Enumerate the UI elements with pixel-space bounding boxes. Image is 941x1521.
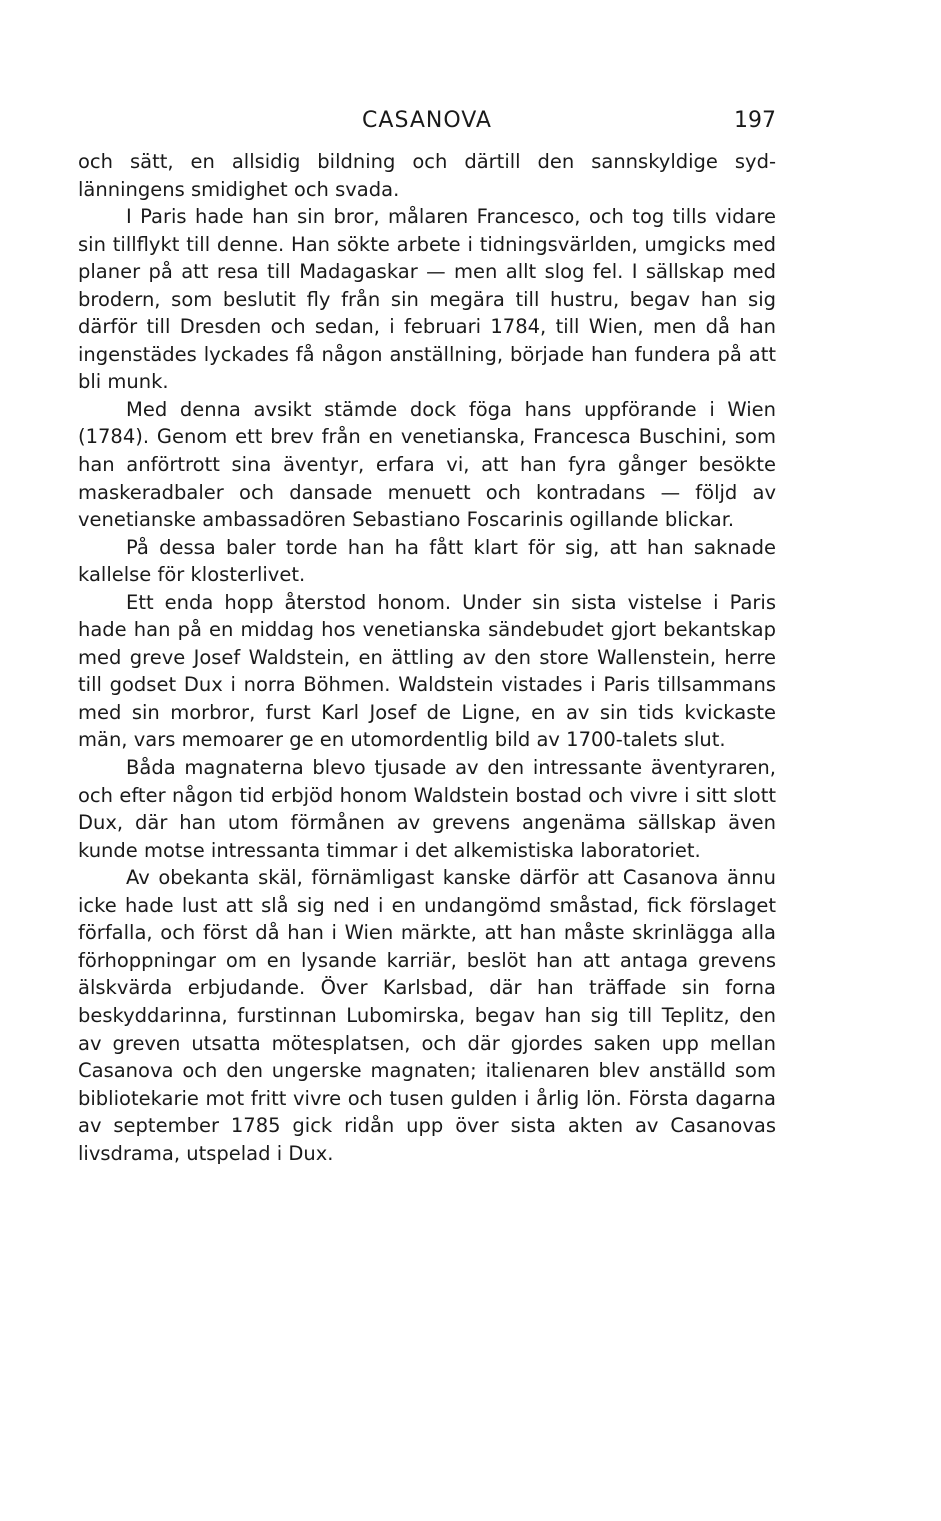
running-title: CASANOVA xyxy=(362,108,492,133)
paragraph: Av obekanta skäl, förnämligast kanske därför att Casanova ännu icke hade lust att slå sig ned i en undangömd småstad, fick förslaget förfalla, och först då han i Wien märkte, att han måste skrinlägga alla förhoppningar om en lysande karriär, beslöt han att antaga grevens älskvärda erbjudande. Över Karlsbad, där han träffade sin forna beskyddarinna, furstinnan Lubomirska, begav han sig till Teplitz, den av greven utsatta mötesplatsen, och där gjordes saken upp mellan Casanova och den ungerske magnaten; italienaren blev anställd som bibliotekarie mot fritt vivre och tusen gulden i årlig lön. Första dagarna av september 1785 gick ridån upp över sista akten av Casanovas livsdrama, utspelad i Dux. xyxy=(78,866,776,1165)
paragraph: Ett enda hopp återstod honom. Under sin sista vistelse i Paris hade han på en middag hos venetianska sändebudet gjort bekantskap med greve Josef Waldstein, en ättling av den store Wallenstein, herre till godset Dux i norra Böhmen. Waldstein vistades i Paris tillsammans med sin morbror, furst Karl Josef de Ligne, en av sin tids kvickaste män, vars memoarer ge en utomordentlig bild av 1700-talets slut. xyxy=(78,590,776,752)
body-text xyxy=(78,148,776,1167)
page-number: 197 xyxy=(734,108,776,133)
paragraph: Båda magnaterna blevo tjusade av den intressante äventyraren, och efter någon tid erbjöd honom Waldstein bostad och vivre i sitt slott Dux, där han utom förmånen av grevens angenäma sällskap även kunde motse intressanta timmar i det alkemistiska laboratoriet. xyxy=(78,756,776,862)
paragraph: Med denna avsikt stämde dock föga hans uppförande i Wien (1784). Genom ett brev från en venetianska, Francesca Buschini, som han anförtrott sina äventyr, erfara vi, att han fyra gånger besökte maskeradbaler och dansade menuett och kontradans — följd av venetianske ambassadören Sebastiano Foscarinis ogillande blickar. xyxy=(78,397,776,532)
paragraph: I Paris hade han sin bror, målaren Francesco, och tog tills vidare sin tillflykt till denne. Han sökte arbete i tidningsvärlden, umgicks med planer på att resa till Madagaskar — men allt slog fel. I sällskap med brodern, som beslutit fly från sin megära till hustru, begav han sig därför till Dresden och sedan, i februari 1784, till Wien, men då han ingenstädes lyckades få någon anställning, började han fundera på att bli munk. xyxy=(78,205,776,394)
paragraph-continuation: och sätt, en allsidig bildning och därtill den sannskyldige sydlänningens smidighet och svada. xyxy=(78,150,776,201)
paragraph: På dessa baler torde han ha fått klart för sig, att han saknade kallelse för klosterlivet. xyxy=(78,535,776,587)
running-head xyxy=(78,104,776,138)
